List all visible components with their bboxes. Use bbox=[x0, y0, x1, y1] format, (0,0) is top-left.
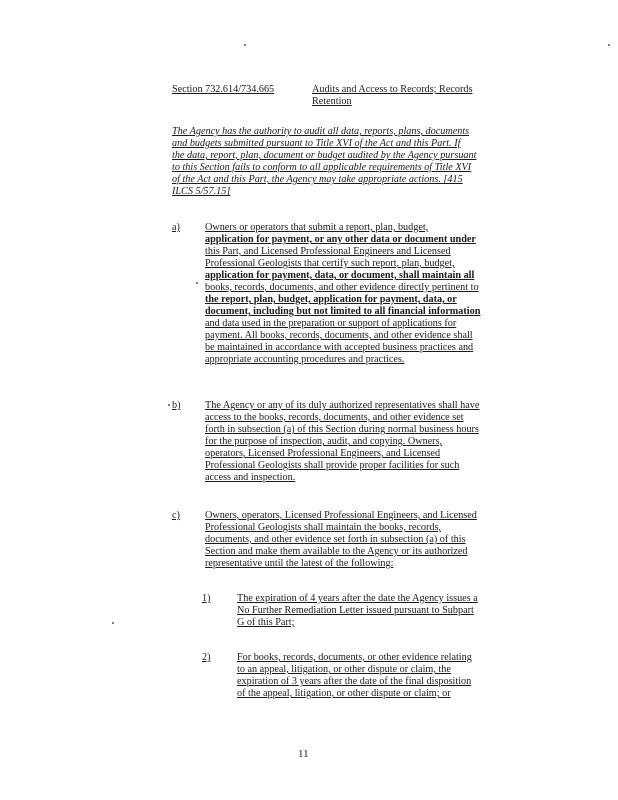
paragraph-line: be maintained in accordance with accepted business practices and bbox=[205, 342, 474, 353]
scan-speck bbox=[608, 44, 610, 46]
paragraph-line: books, records, documents, and other evidence directly pertinent to bbox=[205, 282, 479, 293]
section-number: Section 732.614/734.665 bbox=[172, 84, 275, 95]
paragraph-line: documents, and other evidence set forth in subsection (a) of this bbox=[205, 534, 466, 545]
scan-speck bbox=[196, 282, 198, 284]
paragraph-line: Owners, operators, Licensed Professional Engineers, and Licensed bbox=[205, 510, 477, 521]
subitem-label: 1) bbox=[202, 593, 211, 604]
subitem-line: of the appeal, litigation, or other dispute or claim; or bbox=[237, 688, 451, 699]
subitem-line: G of this Part; bbox=[237, 617, 295, 628]
subitem-line: No Further Remediation Letter issued pursuant to Subpart bbox=[237, 605, 474, 616]
paragraph-line: document, including but not limited to all financial information bbox=[205, 306, 481, 317]
section-title-line1: Audits and Access to Records; Records bbox=[312, 84, 473, 95]
subitem-line: The expiration of 4 years after the date the Agency issues a bbox=[237, 593, 478, 604]
paragraph-line: access and inspection. bbox=[205, 472, 296, 483]
scan-speck bbox=[168, 404, 170, 406]
intro-line: and budgets submitted pursuant to Title XVI of the Act and this Part. If bbox=[172, 138, 461, 149]
paragraph-line: payment. All books, records, documents, and other evidence shall bbox=[205, 330, 473, 341]
subitem-line: to an appeal, litigation, or other dispute or claim, the bbox=[237, 664, 451, 675]
intro-line: to this Section fails to conform to all applicable requirements of Title XVI bbox=[172, 162, 472, 173]
subitem-label: 2) bbox=[202, 652, 211, 663]
paragraph-line: Section and make them available to the Agency or its authorized bbox=[205, 546, 468, 557]
paragraph-line: this Part, and Licensed Professional Engineers and Licensed bbox=[205, 246, 451, 257]
paragraph-line: application for payment, or any other data or document under bbox=[205, 234, 476, 245]
paragraph-line: operators, Licensed Professional Engineers, and Licensed bbox=[205, 448, 441, 459]
paragraph-line: access to the books, records, documents, and other evidence set bbox=[205, 412, 464, 423]
paragraph-line: representative until the latest of the following: bbox=[205, 558, 394, 569]
paragraph-line: and data used in the preparation or support of applications for bbox=[205, 318, 457, 329]
paragraph-line: The Agency or any of its duly authorized representatives shall have bbox=[205, 400, 480, 411]
paragraph-line: the report, plan, budget, application for payment, data, or bbox=[205, 294, 457, 305]
paragraph-line: Professional Geologists that certify such report, plan, budget, bbox=[205, 258, 455, 269]
section-title-line2: Retention bbox=[312, 96, 352, 107]
paragraph-line: forth in subsection (a) of this Section during normal business hours bbox=[205, 424, 479, 435]
paragraph-line: Owners or operators that submit a report, plan, budget, bbox=[205, 222, 429, 233]
paragraph-label: c) bbox=[172, 510, 180, 521]
paragraph-line: Professional Geologists shall provide proper facilities for such bbox=[205, 460, 460, 471]
paragraph-label: b) bbox=[172, 400, 181, 411]
subitem-line: expiration of 3 years after the date of the final disposition bbox=[237, 676, 472, 687]
intro-line: The Agency has the authority to audit all data, reports, plans, documents bbox=[172, 126, 470, 137]
paragraph-line: Professional Geologists shall maintain the books, records, bbox=[205, 522, 441, 533]
subitem-line: For books, records, documents, or other evidence relating bbox=[237, 652, 472, 663]
intro-line: the data, report, plan, document or budget audited by the Agency pursuant bbox=[172, 150, 477, 161]
scan-speck bbox=[112, 622, 114, 624]
page-number: 11 bbox=[298, 748, 309, 760]
scan-speck bbox=[244, 44, 246, 46]
paragraph-line: for the purpose of inspection, audit, and copying. Owners, bbox=[205, 436, 443, 447]
intro-line: of the Act and this Part, the Agency may take appropriate actions. [415 bbox=[172, 174, 463, 185]
paragraph-label: a) bbox=[172, 222, 180, 233]
intro-line: ILCS 5/57.15] bbox=[172, 186, 231, 197]
paragraph-line: appropriate accounting procedures and practices. bbox=[205, 354, 405, 365]
paragraph-line: application for payment, data, or document, shall maintain all bbox=[205, 270, 475, 281]
